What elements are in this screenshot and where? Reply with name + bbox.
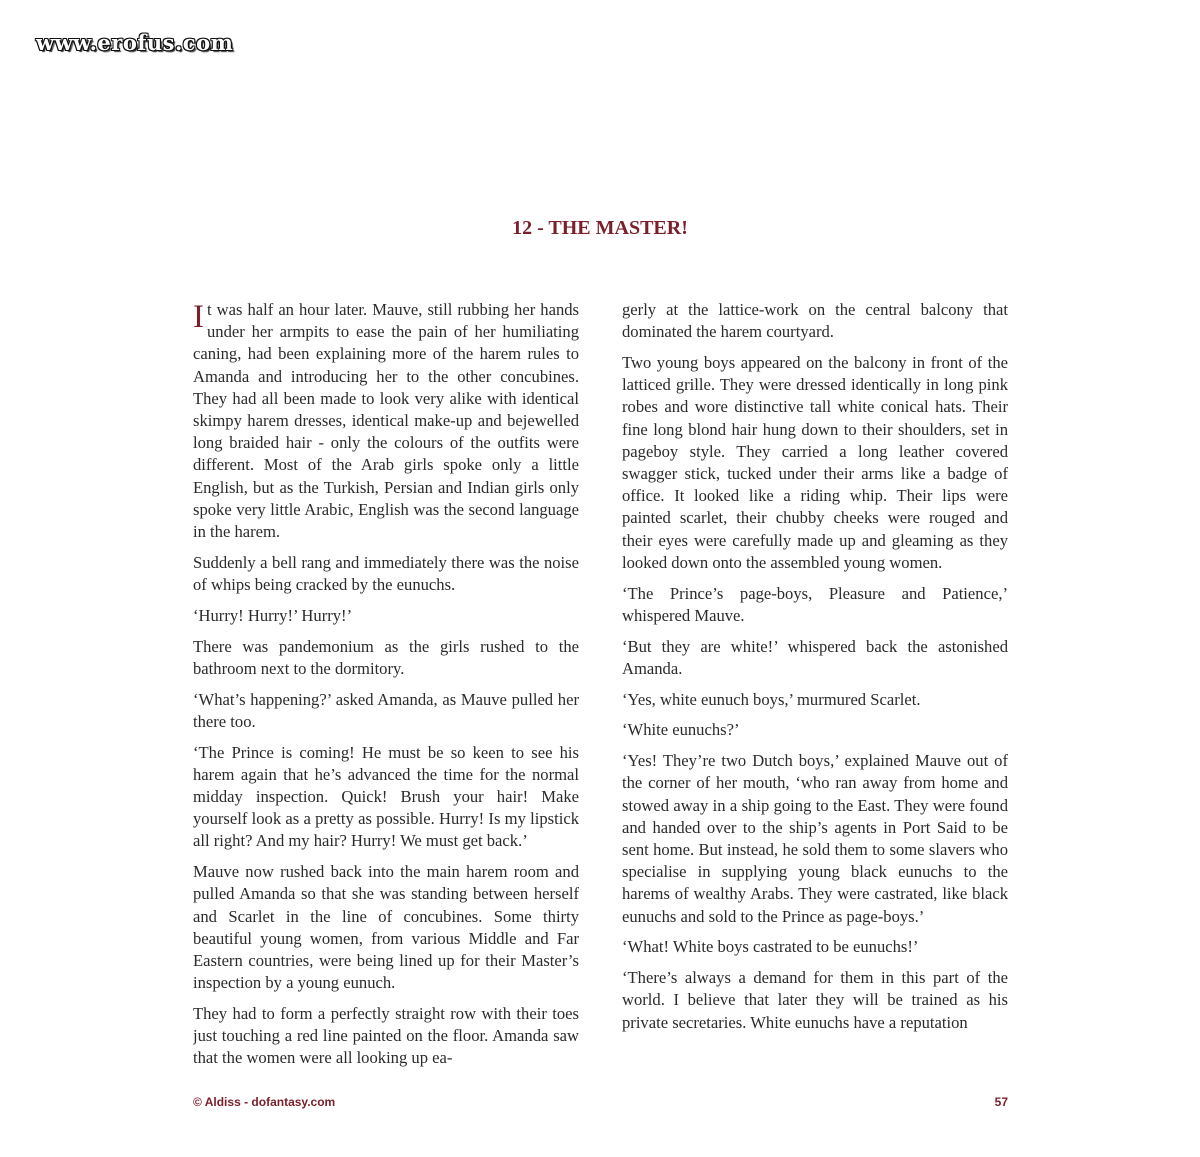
paragraph: ‘The Prince’s page-boys, Pleasure and Patience,’ whispered Mauve. <box>622 583 1008 625</box>
paragraph: ‘But they are white!’ whispered back the astonished Amanda. <box>622 636 1008 678</box>
paragraph: ‘Yes, white eunuch boys,’ murmured Scarlet. <box>622 689 921 709</box>
paragraph: Mauve now rushed back into the main harem room and pulled Amanda so that she was standing between herself and Scarlet in the line of concubines. Some thirty beautiful young women, from various Middle and Far Eastern countries, were being lined up for their Master’s inspection by a young eunuch. <box>193 862 579 993</box>
paragraph: Two young boys appeared on the balcony in front of the latticed grille. They were dressed identically in long pink robes and wore distinctive tall white conical hats. Their fine long blond hair hung down to their shoulders, set in pageboy style. They carried a long leather covered swagger stick, tucked under their arms like a badge of office. It looked like a riding whip. Their lips were painted scarlet, their chubby cheeks were rouged and their eyes were carefully made up and gleaming as they looked down onto the assembled young women. <box>622 353 1008 572</box>
paragraph: ‘What! White boys castrated to be eunuchs!’ <box>622 937 919 957</box>
paragraph: ‘Hurry! Hurry!’ Hurry!’ <box>193 605 353 625</box>
left-column <box>193 299 579 1089</box>
paragraph: ‘What’s happening?’ asked Amanda, as Mauve pulled her there too. <box>193 689 579 731</box>
right-column <box>622 299 1008 1089</box>
paragraph: They had to form a perfectly straight row with their toes just touching a red line painted on the floor. Amanda saw that the women were all looking up ea- <box>193 1004 579 1068</box>
paragraph: There was pandemonium as the girls rushed to the bathroom next to the dormitory. <box>193 636 579 678</box>
chapter-title: 12 - THE MASTER! <box>512 217 688 239</box>
first-paragraph-text: t was half an hour later. Mauve, still rubbing her hands under her armpits to ease the pain of her humiliating caning, had been explaining more of the harem rules to Amanda and introducing her to the other concubines. They had all been made to look very alike with identical skimpy harem dresses, identical make-up and bejewelled long braided hair - only the colours of the outfits were different. Most of the Arab girls spoke only a little English, but as the Turkish, Persian and Indian girls only spoke very little Arabic, English was the second language in the harem. <box>193 300 579 542</box>
paragraph: ‘The Prince is coming! He must be so keen to see his harem again that he’s advanced the time for the normal midday inspection. Quick! Brush your hair! Make yourself look as a pretty as possible. Hurry! Is my lipstick all right? And my hair? Hurry! We must get back.’ <box>193 742 579 851</box>
paragraph: gerly at the lattice-work on the central balcony that dominated the harem courtyard. <box>622 300 1008 342</box>
paragraph: ‘There’s always a demand for them in this part of the world. I believe that later they will be trained as his private secretaries. White eunuchs have a reputation <box>622 968 1008 1032</box>
watermark: www.erofus.com <box>36 30 234 55</box>
drop-cap: I <box>193 299 204 335</box>
first-paragraph <box>193 299 579 543</box>
footer-copyright: © Aldiss - dofantasy.com <box>193 1095 336 1109</box>
paragraph: ‘White eunuchs?’ <box>622 720 740 740</box>
paragraph: ‘Yes! They’re two Dutch boys,’ explained Mauve out of the corner of her mouth, ‘who ran away from home and stowed away in a ship going to the East. They were found and handed over to the ship’s agents in Port Said to be sent home. But instead, he sold them to some slavers who specialise in supplying young black eunuchs to the harems of wealthy Arabs. They were castrated, like black eunuchs and sold to the Prince as page-boys.’ <box>622 751 1008 926</box>
page-number: 57 <box>994 1095 1008 1109</box>
paragraph: Suddenly a bell rang and immediately there was the noise of whips being cracked by the eunuchs. <box>193 552 579 595</box>
